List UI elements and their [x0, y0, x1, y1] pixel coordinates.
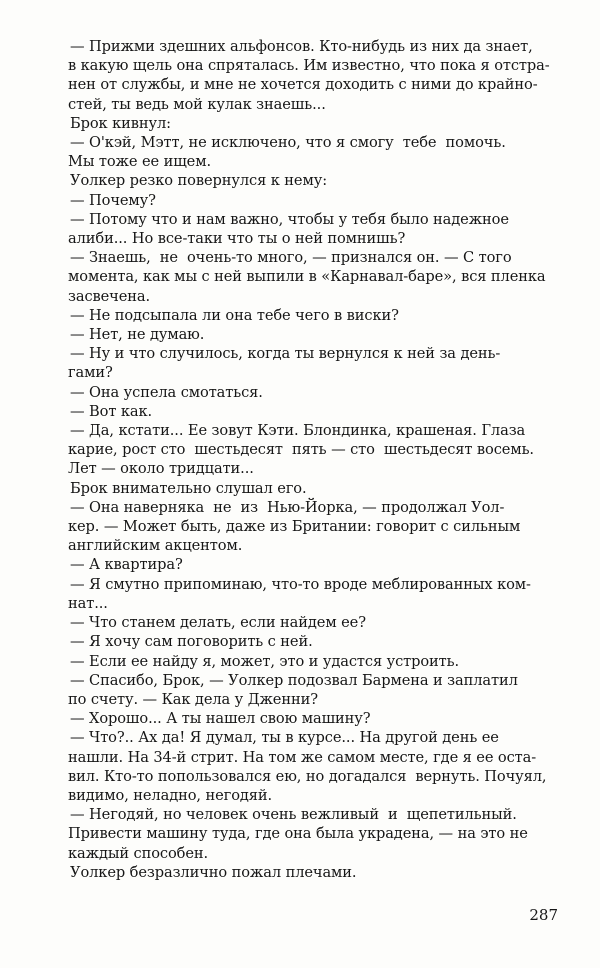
text-line: — Потому что и нам важно, чтобы у тебя было надежное	[70, 210, 509, 228]
text-line: — Не подсыпала ли она тебе чего в виски?	[70, 306, 399, 324]
text-line: — Что?.. Ах да! Я думал, ты в курсе... На другой день ее	[70, 729, 499, 747]
text-line: английским акцентом.	[68, 537, 243, 555]
text-line: Привести машину туда, где она была украдена, — на это не	[68, 825, 528, 843]
text-line: гами?	[68, 364, 113, 382]
text-line: по счету. — Как дела у Дженни?	[68, 690, 318, 708]
text-line: карие, рост сто шестьдесят пять — сто шестьдесят восемь.	[68, 441, 534, 459]
text-line: Уолкер безразлично пожал плечами.	[70, 863, 357, 881]
text-line: нен от службы, и мне не хочется доходить с ними до крайно-	[68, 76, 538, 94]
text-line: — Почему?	[70, 191, 156, 209]
text-line: стей, ты ведь мой кулак знаешь...	[68, 95, 326, 113]
text-line: Уолкер резко повернулся к нему:	[70, 172, 328, 190]
text-line: кер. — Может быть, даже из Британии: говорит с сильным	[68, 518, 521, 536]
text-line: вил. Кто-то попользовался ею, но догадался вернуть. Почуял,	[68, 767, 547, 785]
text-line: момента, как мы с ней выпили в «Карнавал-баре», вся пленка	[68, 268, 546, 286]
text-line: алиби... Но все-таки что ты о ней помнишь?	[68, 230, 406, 248]
text-line: — Я хочу сам поговорить с ней.	[70, 633, 313, 651]
text-line: — Она наверняка не из Нью-Йорка, — продолжал Уол-	[70, 498, 505, 516]
text-line: — Если ее найду я, может, это и удастся устроить.	[70, 652, 460, 670]
text-line: — Прижми здешних альфонсов. Кто-нибудь из них да знает,	[70, 38, 533, 55]
text-line: Лет — около тридцати...	[68, 460, 254, 478]
text-line: каждый способен.	[68, 844, 209, 862]
text-line: Брок кивнул:	[70, 114, 171, 132]
text-line: — Хорошо... А ты нашел свою машину?	[70, 710, 371, 728]
text-line: — Я смутно припоминаю, что-то вроде меблированных ком-	[70, 575, 531, 593]
page-number: 287	[529, 906, 558, 924]
text-line: — Вот как.	[70, 402, 153, 420]
text-line: — О'кэй, Мэтт, не исключено, что я смогу тебе помочь.	[70, 134, 506, 152]
text-line: — Что станем делать, если найдем ее?	[70, 614, 366, 632]
text-line: в какую щель она спряталась. Им известно, что пока я отстра-	[68, 57, 550, 75]
text-line: — Негодяй, но человек очень вежливый и щепетильный.	[70, 806, 517, 824]
text-line: — Да, кстати... Ее зовут Кэти. Блондинка, крашеная. Глаза	[70, 422, 526, 440]
text-line: — Знаешь, не очень-то много, — признался он. — С того	[70, 249, 512, 267]
text-line: нат...	[68, 594, 108, 612]
text-line: нашли. На 34-й стрит. На том же самом месте, где я ее оста-	[68, 748, 537, 766]
text-line: засвечена.	[68, 287, 151, 305]
text-line: Мы тоже ее ищем.	[68, 153, 211, 171]
text-line: — А квартира?	[70, 556, 183, 574]
text-line: — Спасибо, Брок, — Уолкер подозвал Бармена и заплатил	[70, 671, 518, 689]
page-text	[68, 37, 556, 882]
text-line: — Она успела смотаться.	[70, 383, 263, 401]
text-line: — Ну и что случилось, когда ты вернулся к ней за день-	[70, 345, 501, 363]
text-line: Брок внимательно слушал его.	[70, 479, 307, 497]
text-line: видимо, неладно, негодяй.	[68, 786, 273, 804]
text-line: — Нет, не думаю.	[70, 326, 205, 344]
